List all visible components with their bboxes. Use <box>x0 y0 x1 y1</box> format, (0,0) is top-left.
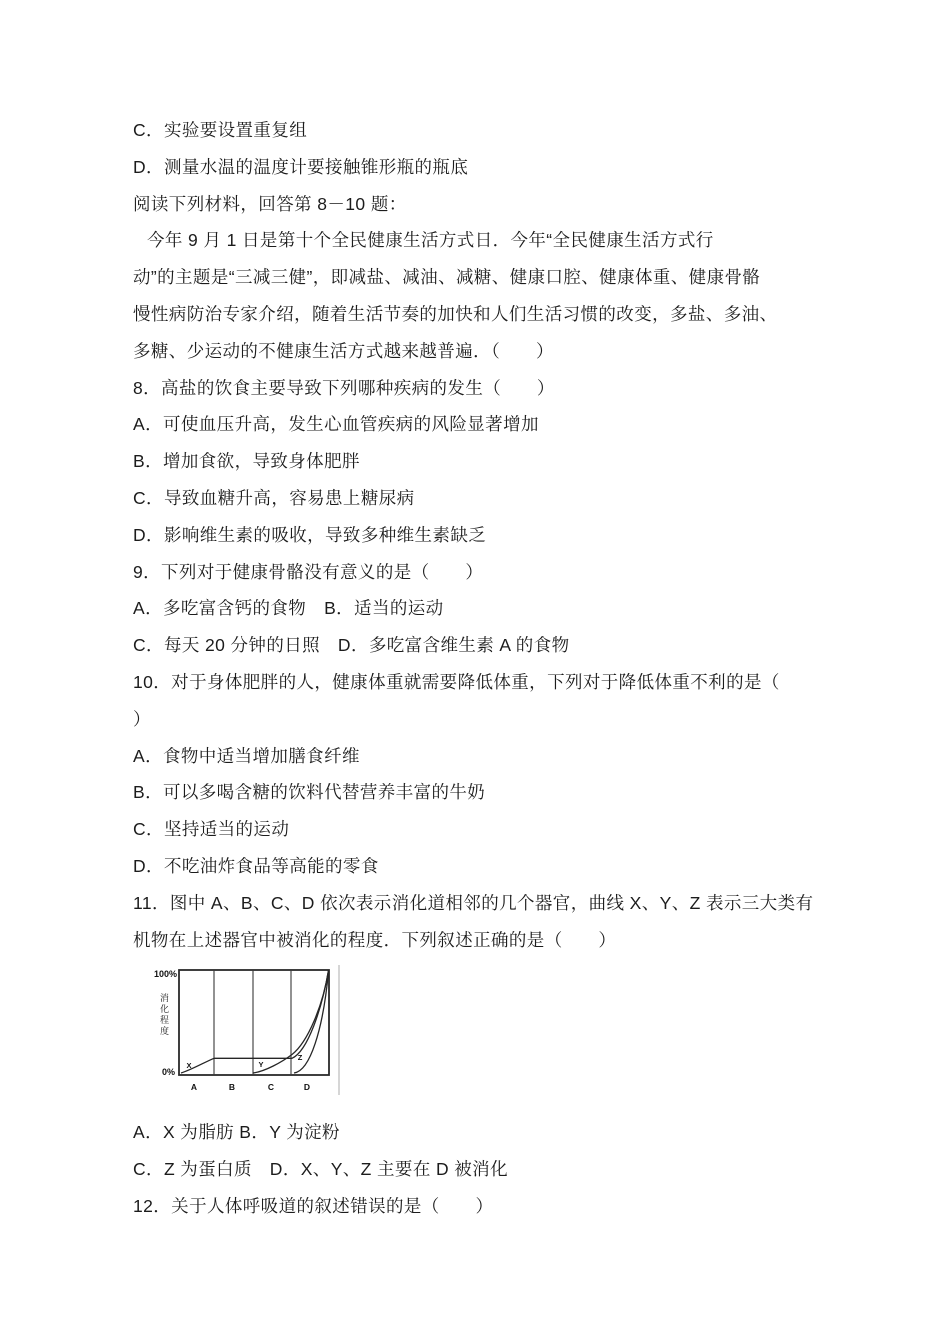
curve-label-z: Z <box>297 1053 303 1063</box>
plot-box <box>179 970 329 1075</box>
question-9-stem: 9．下列对于健康骨骼没有意义的是（ ） <box>133 561 484 582</box>
question-9-options-ab: A．多吃富含钙的食物 B．适当的运动 <box>133 598 444 619</box>
digestion-chart-canvas <box>148 962 348 1100</box>
digestion-degree-figure <box>148 962 348 1100</box>
x-section-label-d: D <box>303 1082 311 1093</box>
question-10-option-c: C．坚持适当的运动 <box>133 819 290 840</box>
question-10-stem: 10．对于身体肥胖的人，健康体重就需要降低体重，下列对于降低体重不利的是（ <box>133 671 780 692</box>
y-axis-max-label: 100% <box>153 969 177 980</box>
reading-material-line-3: 慢性病防治专家介绍，随着生活节奏的加快和人们生活习惯的改变，多盐、多油、 <box>133 303 778 324</box>
question-9-options-cd: C．每天 20 分钟的日照 D．多吃富含维生素 A 的食物 <box>133 635 570 656</box>
question-10-option-b: B．可以多喝含糖的饮料代替营养丰富的牛奶 <box>133 782 486 803</box>
x-section-label-a: A <box>190 1082 198 1093</box>
reading-material-instruction: 阅读下列材料，回答第 8－10 题： <box>133 193 407 214</box>
question-11-stem: 11．图中 A、B、C、D 依次表示消化道相邻的几个器官，曲线 X、Y、Z 表示三大类有 <box>133 892 814 913</box>
x-section-label-b: B <box>228 1082 236 1093</box>
reading-material-line-2: 动”的主题是“三减三健”，即减盐、减油、减糖、健康口腔、健康体重、健康骨骼 <box>133 267 761 288</box>
question-8-option-d: D．影响维生素的吸收，导致多种维生素缺乏 <box>133 524 487 545</box>
curve-label-y: Y <box>258 1060 264 1070</box>
question-10-option-a: A．食物中适当增加膳食纤维 <box>133 745 360 766</box>
x-section-label-c: C <box>267 1082 275 1093</box>
question-12-stem: 12．关于人体呼吸道的叙述错误的是（ ） <box>133 1195 494 1216</box>
question-8-option-c: C．导致血糖升高，容易患上糖尿病 <box>133 487 415 508</box>
reading-material-line-1: 今年 9 月 1 日是第十个全民健康生活方式日．今年“全民健康生活方式行 <box>147 230 714 251</box>
option-c-previous-question: C．实验要设置重复组 <box>133 120 308 140</box>
question-11-options-cd: C．Z 为蛋白质 D．X、Y、Z 主要在 D 被消化 <box>133 1159 508 1180</box>
reading-material-line-4: 多糖、少运动的不健康生活方式越来越普遍．（ ） <box>133 340 554 361</box>
figure-y-axis-label: 消化程度 <box>159 993 169 1038</box>
question-11-options-ab: A．X 为脂肪 B．Y 为淀粉 <box>133 1122 340 1143</box>
question-10-option-d: D．不吃油炸食品等高能的零食 <box>133 855 379 876</box>
option-d-previous-question: D．测量水温的温度计要接触锥形瓶的瓶底 <box>133 156 469 177</box>
question-11-stem-continued: 机物在上述器官中被消化的程度．下列叙述正确的是（ ） <box>133 929 617 950</box>
question-8-stem: 8．高盐的饮食主要导致下列哪种疾病的发生（ ） <box>133 377 555 398</box>
question-8-option-a: A．可使血压升高，发生心血管疾病的风险显著增加 <box>133 414 539 435</box>
question-8-option-b: B．增加食欲，导致身体肥胖 <box>133 451 360 472</box>
curve-x <box>181 971 329 1074</box>
curve-label-x: X <box>186 1061 192 1071</box>
question-10-stem-continued: ） <box>133 708 151 729</box>
y-axis-min-label: 0% <box>161 1067 175 1078</box>
